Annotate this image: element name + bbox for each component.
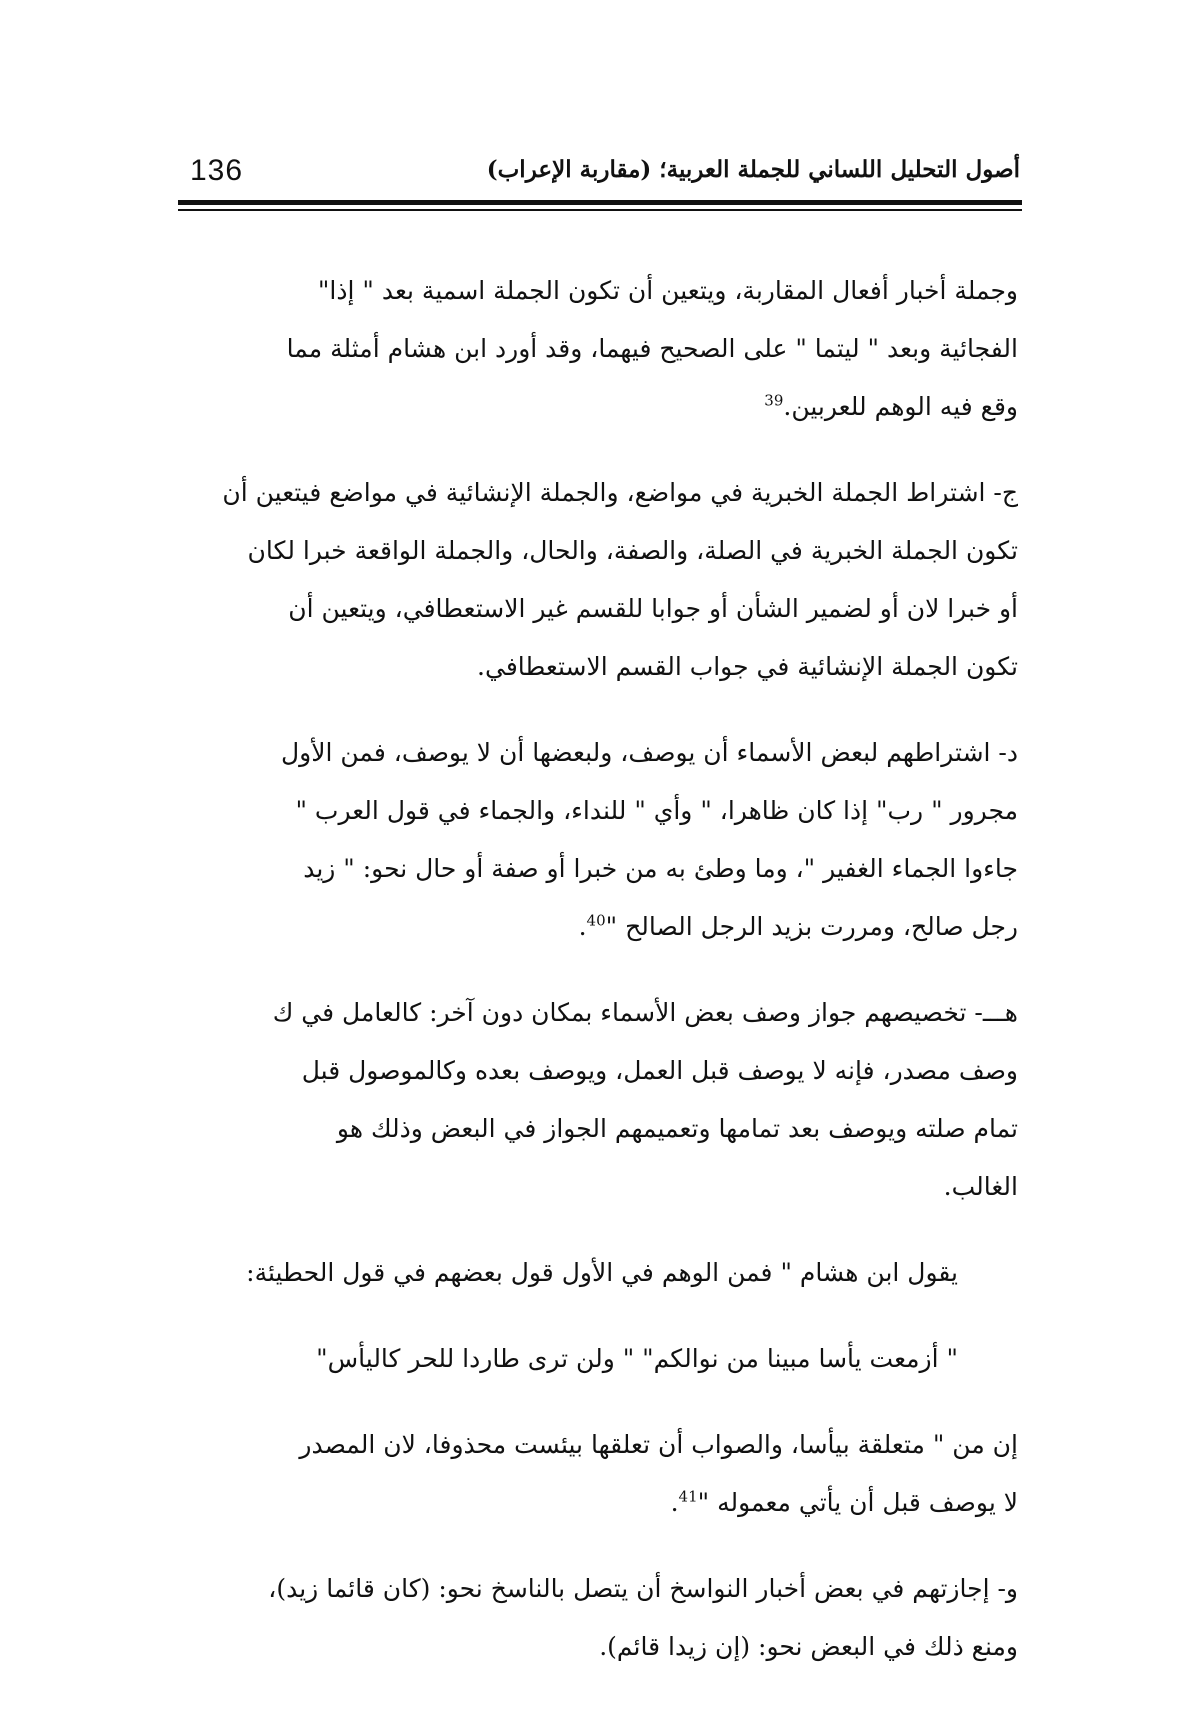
text-line: تكون الجملة الإنشائية في جواب القسم الاستعطافي. xyxy=(477,652,1018,681)
page-number: 136 xyxy=(190,154,244,187)
trailing-punctuation: . xyxy=(670,1488,679,1517)
text-line: و- إجازتهم في بعض أخبار النواسخ أن يتصل بالناسخ نحو: (كان قائما زيد)، xyxy=(268,1574,1018,1603)
text-line: تمام صلته ويوصف بعد تمامها وتعميمهم الجواز في البعض وذلك هو xyxy=(336,1114,1018,1143)
footnote-marker: 39 xyxy=(764,391,784,410)
text-line: لا يوصف قبل أن يأتي معموله " xyxy=(697,1488,1018,1517)
text-line: أو خبرا لان أو لضمير الشأن أو جوابا للقسم غير الاستعطافي، ويتعين أن xyxy=(288,594,1018,623)
paragraph-8 xyxy=(190,1560,1018,1676)
text-line: " أزمعت يأسا مبينا من نوالكم" " ولن ترى طاردا للحر كاليأس" xyxy=(316,1344,958,1373)
text-line-with-footnote xyxy=(190,378,1018,436)
text-line: وجملة أخبار أفعال المقاربة، ويتعين أن تكون الجملة اسمية بعد " إذا" xyxy=(317,276,1018,305)
text-line: جاءوا الجماء الغفير "، وما وطئ به من خبرا أو صفة أو حال نحو: " زيد xyxy=(303,854,1018,883)
trailing-punctuation: . xyxy=(578,912,587,941)
text-line: الغالب. xyxy=(943,1172,1018,1201)
text-line: وصف مصدر، فإنه لا يوصف قبل العمل، ويوصف بعده وكالموصول قبل xyxy=(301,1056,1018,1085)
poetry-verse xyxy=(190,1330,1018,1388)
text-line-with-footnote xyxy=(190,898,1018,956)
paragraph-7 xyxy=(190,1416,1018,1532)
text-line: الفجائية وبعد " ليتما " على الصحيح فيهما، وقد أورد ابن هشام أمثلة مما xyxy=(286,334,1018,363)
text-line: ج- اشتراط الجملة الخبرية في مواضع، والجملة الإنشائية في مواضع فيتعين أن xyxy=(222,478,1018,507)
text-line: مجرور " رب" إذا كان ظاهرا، " وأي " للنداء، والجماء في قول العرب " xyxy=(295,796,1018,825)
text-line: إن من " متعلقة بيأسا، والصواب أن تعلقها بيئست محذوفا، لان المصدر xyxy=(299,1430,1018,1459)
paragraph-4 xyxy=(190,984,1018,1216)
text-line: رجل صالح، ومررت بزيد الرجل الصالح " xyxy=(605,912,1018,941)
text-line: وقع فيه الوهم للعربين. xyxy=(783,392,1018,421)
page-body xyxy=(190,262,1018,1704)
quote-intro xyxy=(190,1244,1018,1302)
text-line-with-footnote xyxy=(190,1474,1018,1532)
paragraph-3 xyxy=(190,724,1018,956)
footnote-marker: 41 xyxy=(678,1487,698,1506)
running-title: أصول التحليل اللساني للجملة العربية؛ (مقاربة الإعراب) xyxy=(486,156,1020,183)
header-rule-thick xyxy=(178,200,1022,205)
paragraph-2 xyxy=(190,464,1018,696)
text-line: ومنع ذلك في البعض نحو: (إن زيدا قائم). xyxy=(599,1632,1018,1661)
text-line: د- اشتراطهم لبعض الأسماء أن يوصف، ولبعضها أن لا يوصف، فمن الأول xyxy=(280,738,1018,767)
text-line: يقول ابن هشام " فمن الوهم في الأول قول بعضهم في قول الحطيئة: xyxy=(246,1258,958,1287)
text-line: تكون الجملة الخبرية في الصلة، والصفة، والحال، والجملة الواقعة خبرا لكان xyxy=(247,536,1018,565)
text-line: هـــ- تخصيصهم جواز وصف بعض الأسماء بمكان دون آخر: كالعامل في ك xyxy=(272,998,1018,1027)
paragraph-1 xyxy=(190,262,1018,436)
footnote-marker: 40 xyxy=(586,911,606,930)
header-rule-thin xyxy=(178,209,1022,211)
page-header xyxy=(180,150,1020,194)
